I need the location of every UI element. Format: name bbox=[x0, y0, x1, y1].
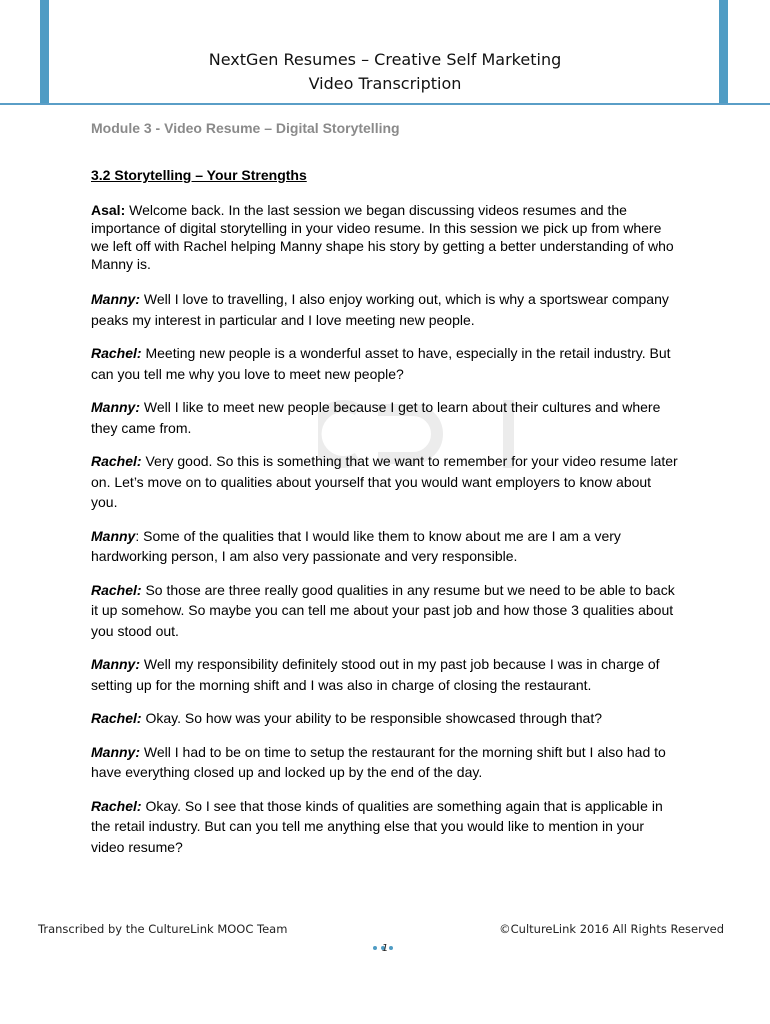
dialogue-text: Meeting new people is a wonderful asset to have, especially in the retail industry. But can you tell me why you love to meet new people? bbox=[91, 345, 671, 382]
dialogue-paragraph bbox=[91, 742, 681, 783]
intro-text: Welcome back. In the last session we began discussing videos resumes and the importance of digital storytelling in your video resume. In this session we pick up from where we left off with Rachel helping Manny shape his story by getting a better understanding of who Manny is. bbox=[91, 202, 674, 272]
speaker-name: Rachel: bbox=[91, 710, 142, 726]
dialogue-paragraph bbox=[91, 397, 681, 438]
dialogue-text: So those are three really good qualities in any resume but we need to be able to back it up somehow. So maybe you can tell me about your past job and how those 3 qualities about you stood out. bbox=[91, 581, 675, 639]
header-title-line2: Video Transcription bbox=[308, 74, 462, 93]
speaker-name: Rachel: bbox=[91, 797, 142, 814]
dialogue-paragraph bbox=[91, 708, 681, 729]
footer-copyright: ©CultureLink 2016 All Rights Reserved bbox=[499, 922, 724, 936]
speaker-name: Manny: bbox=[91, 399, 140, 415]
dialogue-paragraph bbox=[91, 796, 681, 858]
speaker-name: Rachel: bbox=[91, 453, 142, 469]
dialogue-paragraph bbox=[91, 526, 681, 567]
dialogue-text: Okay. So I see that those kinds of qualities are something again that is applicable in the retail industry. But can you tell me anything else that you would like to mention in your video resume? bbox=[91, 797, 663, 855]
header-title-line1: NextGen Resumes – Creative Self Marketing bbox=[208, 50, 562, 69]
dialogue-paragraph bbox=[91, 654, 681, 695]
speaker-name: Rachel: bbox=[91, 581, 142, 598]
dialogue-text: : Some of the qualities that I would like them to know about me are I am a very hardworking person, I am also very passionate and very responsible. bbox=[91, 527, 621, 564]
dialogue-paragraph bbox=[91, 580, 681, 642]
dialogue-text: Well I like to meet new people because I get to learn about their cultures and where they came from. bbox=[91, 399, 661, 436]
dialogue-text: Okay. So how was your ability to be responsible showcased through that? bbox=[141, 710, 603, 726]
dialogue-text: Very good. So this is something that we want to remember for your video resume later on. Let’s move on to qualities about yourself that you would want employers to know about you. bbox=[91, 453, 678, 510]
speaker-name: Manny: bbox=[91, 743, 140, 760]
speaker-name: Manny: bbox=[91, 656, 140, 672]
transcript-content bbox=[91, 120, 681, 870]
section-title: 3.2 Storytelling – Your Strengths bbox=[91, 167, 307, 183]
speaker-name: Manny: bbox=[91, 291, 140, 307]
header-divider bbox=[0, 103, 770, 105]
speaker-name: Rachel: bbox=[91, 345, 142, 361]
footer-credit: Transcribed by the CultureLink MOOC Team bbox=[38, 922, 288, 936]
page-header bbox=[0, 48, 770, 96]
dialogue-text: Well I love to travelling, I also enjoy working out, which is why a sportswear company peaks my interest in particular and I love meeting new people. bbox=[91, 291, 669, 328]
dialogue-paragraph bbox=[91, 289, 681, 330]
speaker-name: Manny bbox=[91, 527, 136, 544]
intro-paragraph bbox=[91, 201, 681, 273]
dialogue-paragraph bbox=[91, 451, 681, 513]
dialogue-text: Well my responsibility definitely stood out in my past job because I was in charge of setting up for the morning shift and I was also in charge of closing the restaurant. bbox=[91, 656, 660, 693]
dialogue-text: Well I had to be on time to setup the restaurant for the morning shift but I also had to have everything closed up and locked up by the end of the day. bbox=[91, 743, 666, 780]
page-number: 1 bbox=[381, 943, 389, 954]
dialogue-paragraph bbox=[91, 343, 681, 384]
module-title: Module 3 - Video Resume – Digital Storytelling bbox=[91, 120, 400, 136]
speaker-name: Asal: bbox=[91, 202, 126, 218]
